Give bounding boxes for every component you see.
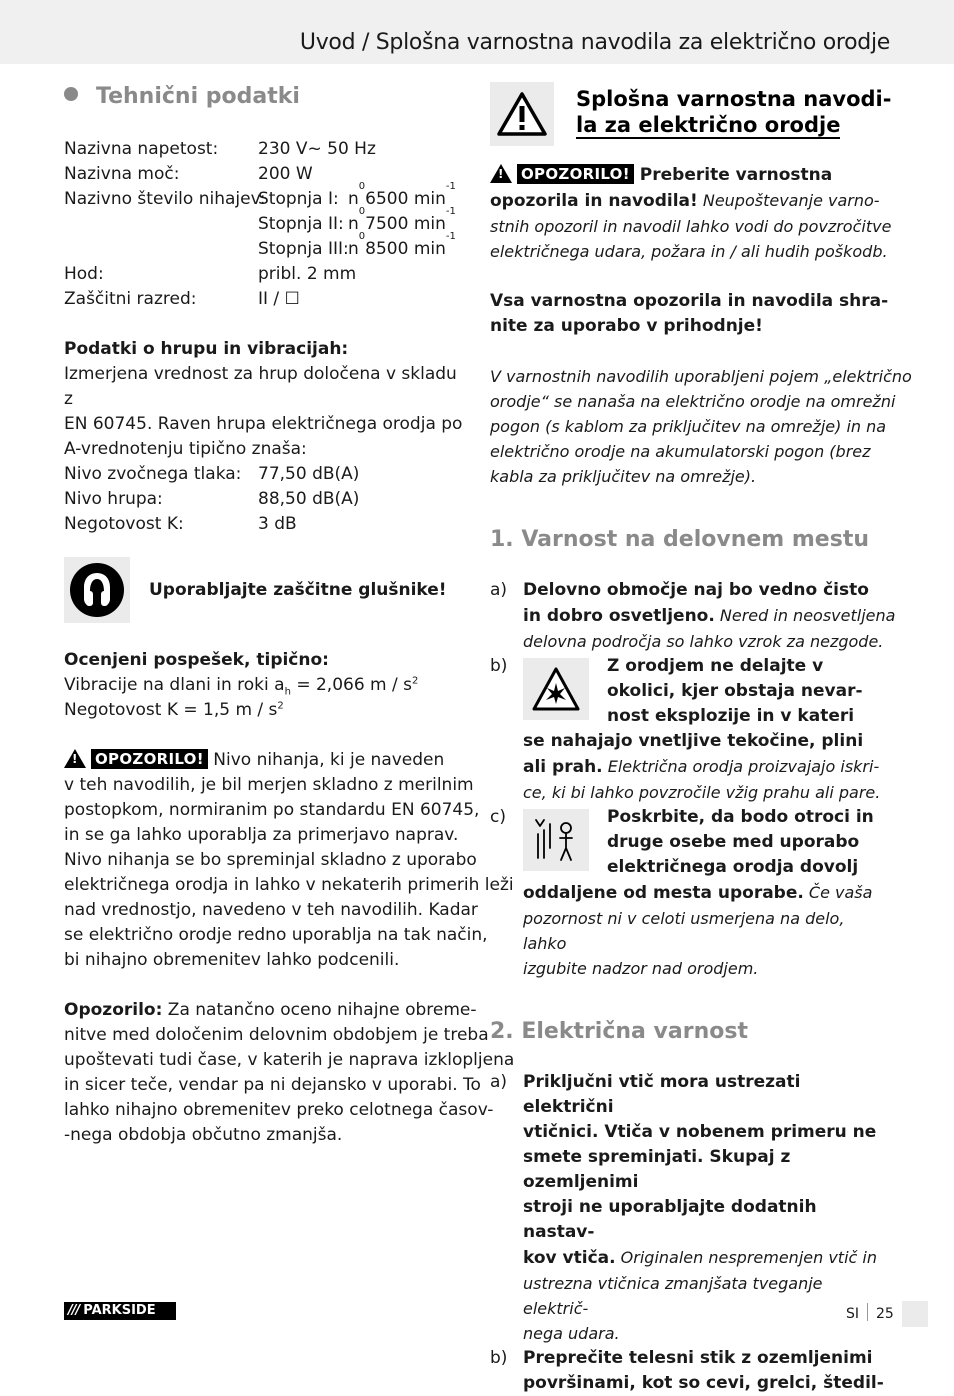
spec-row: Zaščitni razred: II / ☐ xyxy=(64,289,300,309)
general-warning: ! OPOZORILO! Preberite varnostna opozorila in navodila! Neupoštevanje varno- stnih opozoril in navodil lahko vodi do povzročitve električnega udara, požara in / ali hudih poškodb. xyxy=(490,163,892,264)
text-line: in se ga lahko uporablja za primerjavo naprav. xyxy=(64,825,459,845)
definition-text xyxy=(490,364,912,489)
noise-rows xyxy=(64,462,464,537)
page-header xyxy=(0,0,954,64)
parkside-logo: /// PARKSIDE xyxy=(64,1302,176,1320)
section-1-heading: 1. Varnost na delovnem mestu xyxy=(490,527,870,552)
keep-instructions: Vsa varnostna opozorila in navodila shra- nite za uporabo v prihodnje! xyxy=(490,291,889,336)
text-line: v teh navodilih, je bil merjen skladno z merilnim xyxy=(64,775,474,795)
warning-sign-icon xyxy=(490,82,554,146)
text-line: pogon (s kablom za priključitev na omrežje) in na xyxy=(490,417,887,436)
ear-protection-text: Uporabljajte zaščitne glušnike! xyxy=(149,579,447,600)
bullet-icon xyxy=(64,87,78,101)
noise-row: Nivo zvočnega tlaka: 77,50 dB(A) xyxy=(64,464,360,484)
header-title: Uvod / Splošna varnostna navodila za električno orodje xyxy=(299,30,890,55)
text-line: kabla za priključitev na omrežje). xyxy=(490,467,757,486)
text-line: nad vrednostjo, navedeno v teh navodilih. Kadar xyxy=(64,900,478,920)
keep-children-away-icon xyxy=(523,809,589,871)
ear-protection-icon xyxy=(64,557,130,623)
specs-table xyxy=(64,137,464,312)
warning-label: ! OPOZORILO! xyxy=(64,749,208,769)
ear-protection-row xyxy=(64,557,464,623)
warning-triangle-icon xyxy=(64,749,86,768)
text-line: -nega obdobja občutno zmanjša. xyxy=(64,1125,343,1145)
safety-heading: Splošna varnostna navodi- la za električno orodje xyxy=(576,87,892,137)
item-1b: b) Z orodjem ne delajte v okolici, kjer obstaja nevar- nost eksplozije in v kateri se nahajajo vnetljive tekočine, plini ali prah. Električna orodja proizvajajo iskri- ce, ki bi lahko povzročile vžig prahu ali pare. xyxy=(490,656,881,802)
item-2a: a) Priključni vtič mora ustrezati električni vtičnici. Vtiča v nobenem primeru ne smete spreminjati. Skupaj z ozemljenimi stroji ne uporabljajte dodatnih nastav- kov vtiča. Originalen nespremenjen vtič in ustrezna vtičnica zmanjšata tveganje električ- nega udara. xyxy=(490,1072,877,1343)
spec-row: Hod: pribl. 2 mm xyxy=(64,264,357,284)
text-line: električno orodje na akumulatorski pogon (brez xyxy=(490,442,871,461)
footer-tab xyxy=(902,1301,928,1327)
safety-heading-row xyxy=(490,82,892,146)
accel-line-1: Vibracije na dlani in roki $a_h = 2,066$ m / $s^2$ xyxy=(64,675,419,698)
noise-title: Podatki o hrupu in vibracijah: xyxy=(64,339,349,359)
spec-row: Stopnja III: n 0 8500 min -1 xyxy=(258,231,456,259)
noise-text-1: EN 60745. Raven hrupa električnega orodja po xyxy=(64,414,463,434)
noise-row: Nivo hrupa: 88,50 dB(A) xyxy=(64,489,360,509)
page-number: SI 25 xyxy=(846,1302,894,1326)
vibration-warning: ! OPOZORILO! Nivo nihanja, ki je naveden v teh navodilih, je bil merjen skladno z merilnim postopkom, normiranim po standardu EN 60745, in se ga lahko uporablja za primerjavo naprav. Nivo nihanja se bo spreminjal skladno z uporabo električnega orodja in lahko v nekaterih primerih leži nad vrednostjo, navedeno v teh navodilih. Kadar se električno orodje redno uporablja na tak način, bi nihajno obremenitev lahko podcenili. xyxy=(64,748,464,973)
accel-section xyxy=(64,648,464,723)
logo-stripes-icon: /// xyxy=(68,1303,80,1318)
warning-triangle-icon xyxy=(490,164,512,183)
noise-section xyxy=(64,337,464,537)
text-line: električnega orodja in lahko v nekaterih primerih leži xyxy=(64,875,514,895)
section-2-heading: 2. Električna varnost xyxy=(490,1019,748,1044)
tech-data-heading: Tehnični podatki xyxy=(64,82,464,112)
noise-text-2: A-vrednotenju tipično znaša: xyxy=(64,439,307,459)
vibration-note: Opozorilo: Za natančno oceno nihajne obreme- nitve med določenim delovnim obdobjem je treba upoštevati tudi čase, v katerih je naprava izklopljena in sicer teče, vendar pa ni dejansko v uporabi. To lahko nihajno obremenitev preko celotnega časov- -nega obdobja občutno zmanjša. xyxy=(64,998,464,1148)
text-line: Nivo nihanja se bo spreminjal skladno z uporabo xyxy=(64,850,477,870)
right-column xyxy=(490,82,912,1396)
text-line: nitve med določenim delovnim obdobjem je treba xyxy=(64,1025,489,1045)
accel-title: Ocenjeni pospešek, tipično: xyxy=(64,650,329,670)
item-1c: c) Poskrbite, da bodo otroci in druge osebe med uporabo električnega orodja dovolj oddaljene od mesta uporabe. Če vaša pozornost ni v celoti usmerjena na delo, lahko izgubite nadzor nad orodjem. xyxy=(490,807,874,978)
accel-line-2: Negotovost K = 1,5 m / $s^2$ xyxy=(64,700,284,720)
explosion-icon xyxy=(523,658,589,720)
spec-row: Nazivno število nihajev: Stopnja I: n 0 6500 min -1 xyxy=(64,181,456,209)
text-line: se električno orodje redno uporablja na tak način, xyxy=(64,925,488,945)
item-2b: b) Preprečite telesni stik z ozemljenimi površinami, kot so cevi, grelci, štedil- xyxy=(490,1348,884,1393)
noise-row: Negotovost K: 3 dB xyxy=(64,514,297,534)
text-line: postopkom, normiranim po standardu EN 60745, xyxy=(64,800,480,820)
spec-row: Nazivna moč: 200 W xyxy=(64,164,313,184)
spec-row: Stopnja II: n 0 7500 min -1 xyxy=(258,206,456,234)
text-line: lahko nihajno obremenitev preko celotnega časov- xyxy=(64,1100,494,1120)
text-line: orodje“ se nanaša na električno orodje na omrežni xyxy=(490,392,896,411)
left-column xyxy=(64,82,515,1148)
text-line: in sicer teče, vendar pa ni dejansko v uporabi. To xyxy=(64,1075,481,1095)
noise-text-0: Izmerjena vrednost za hrup določena v skladu z xyxy=(64,364,457,409)
spec-row: Nazivna napetost: 230 V~ 50 Hz xyxy=(64,139,376,159)
item-1a: a) Delovno območje naj bo vedno čisto in dobro osvetljeno. Nered in neosvetljena delovna področja so lahko vzrok za nezgode. xyxy=(490,580,896,651)
text-line: bi nihajno obremenitev lahko podcenili. xyxy=(64,950,400,970)
text-line: upoštevati tudi čase, v katerih je naprava izklopljena xyxy=(64,1050,515,1070)
warning-label: ! OPOZORILO! xyxy=(490,164,634,184)
text-line: V varnostnih navodilih uporabljeni pojem „električno xyxy=(490,367,912,386)
